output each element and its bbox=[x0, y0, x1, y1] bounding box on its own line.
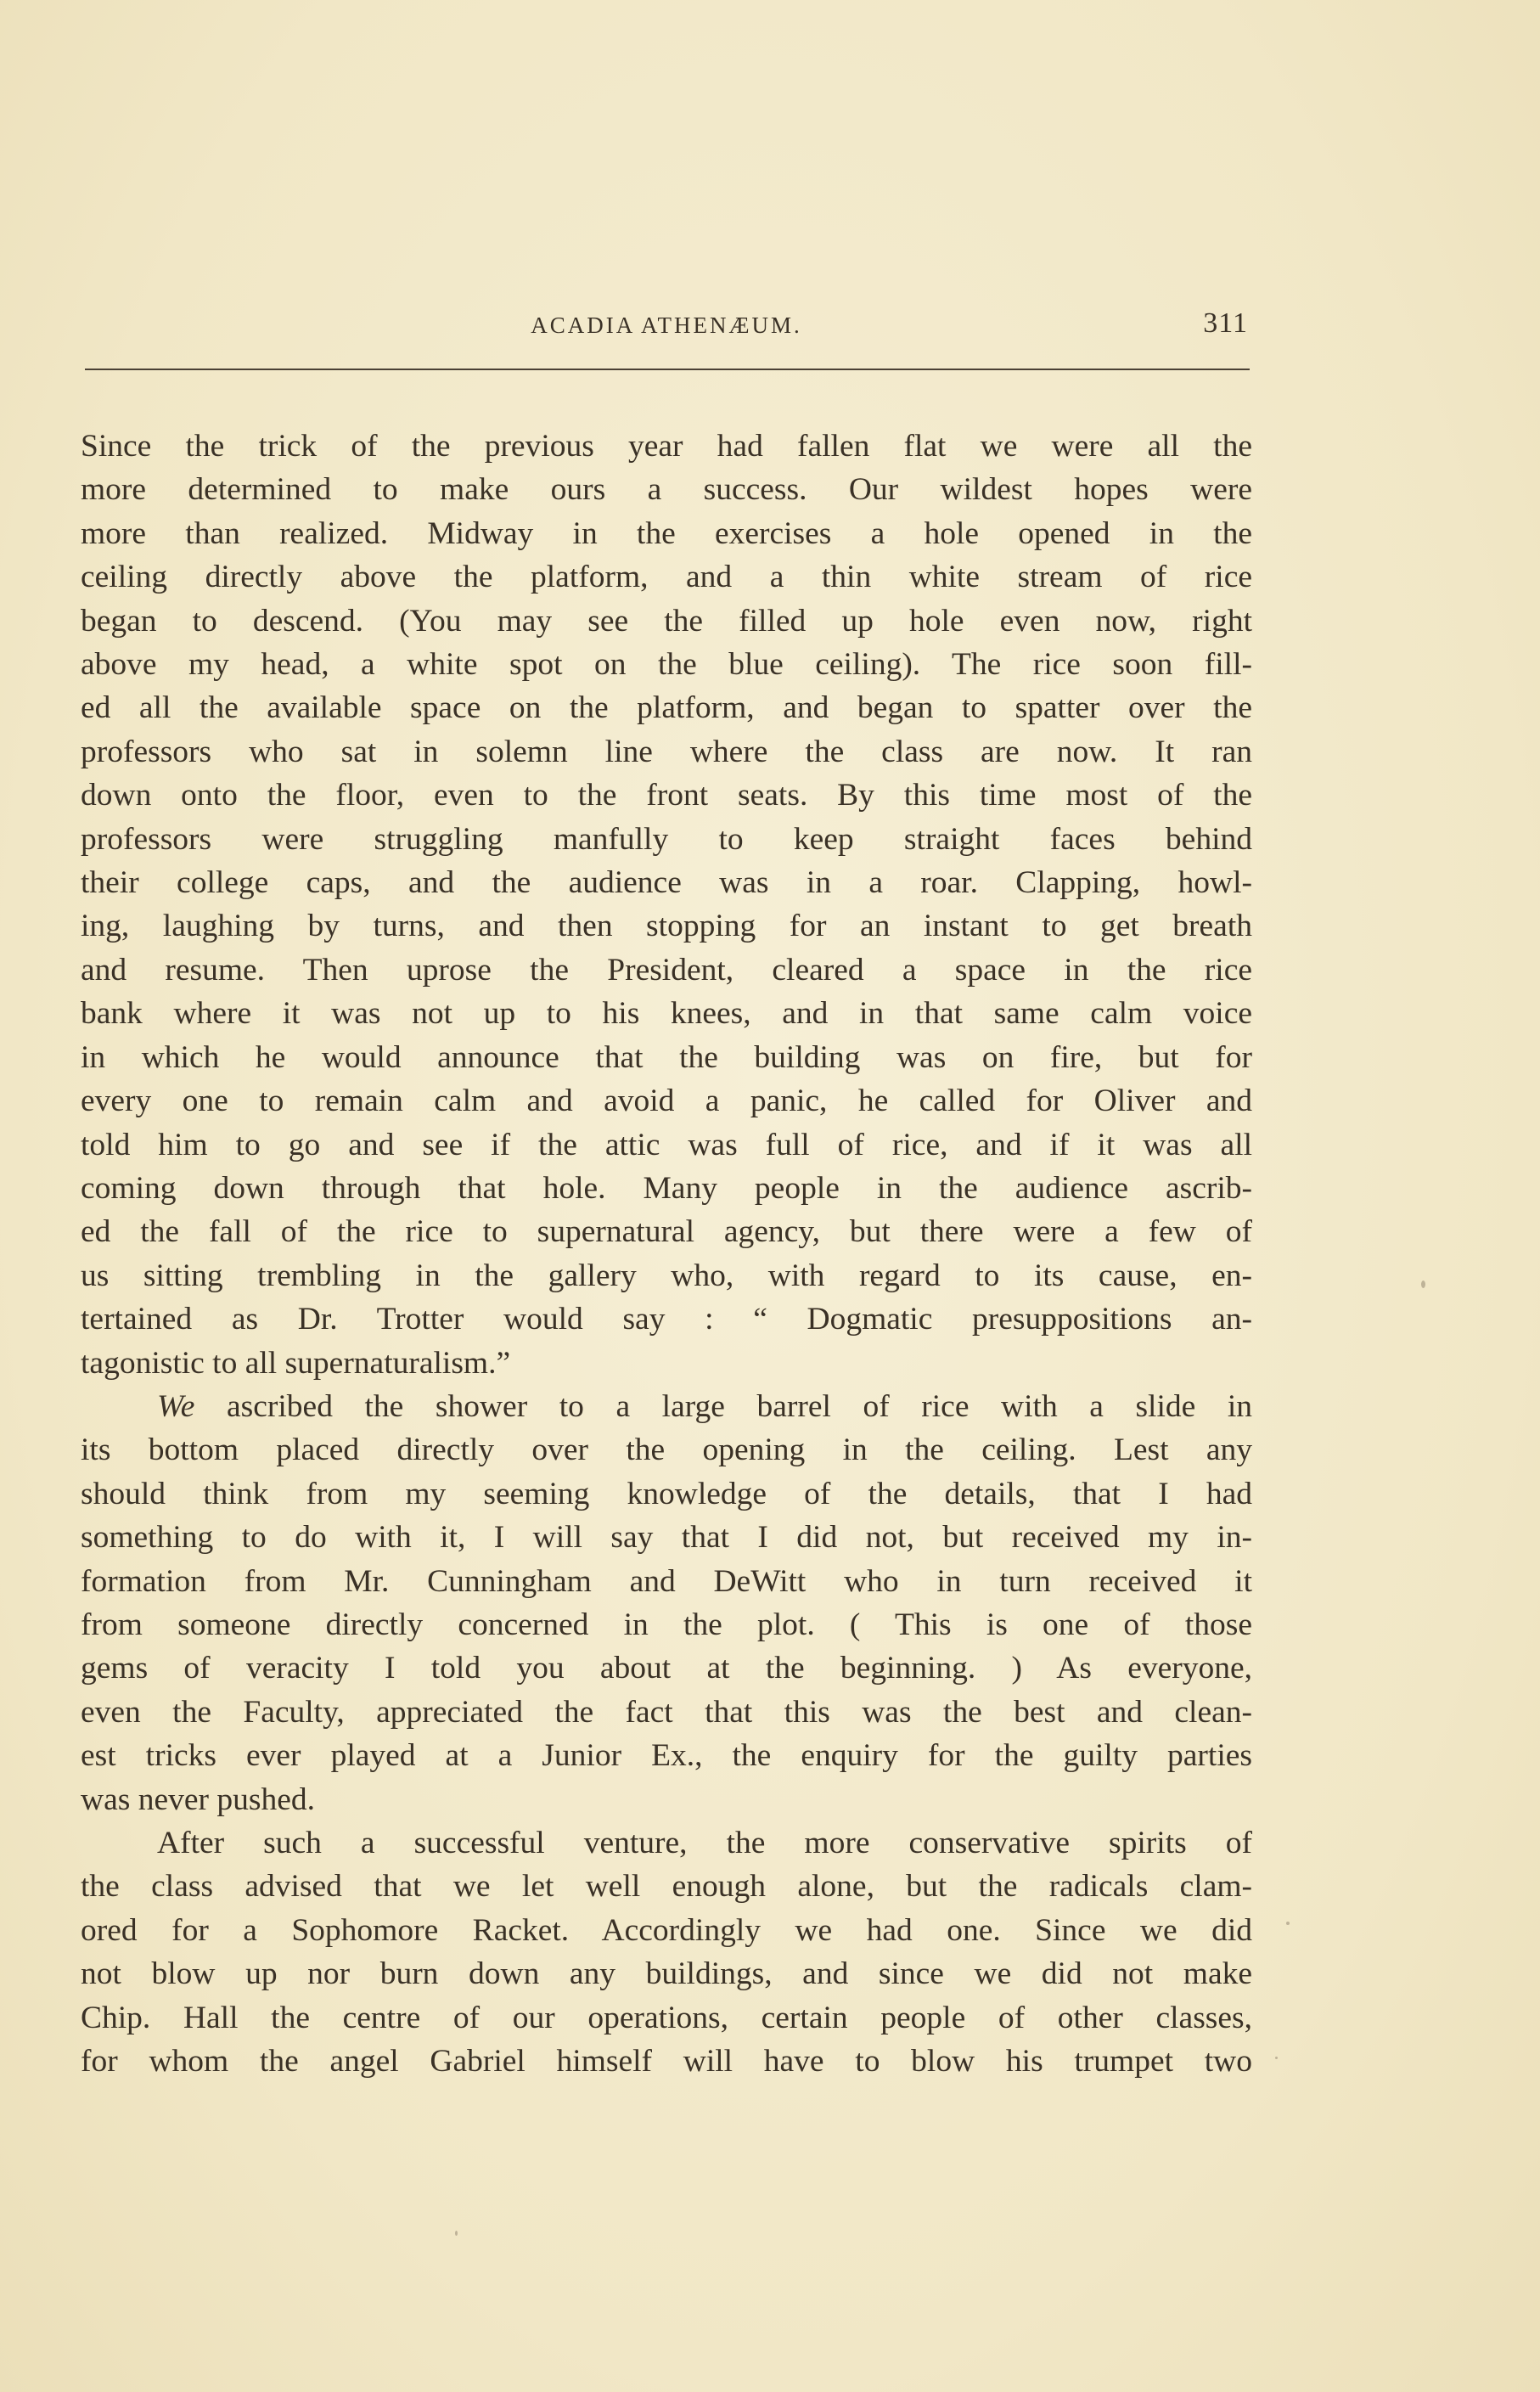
paper-speck bbox=[455, 2231, 458, 2236]
text-line: its bottom placed directly over the opening in the ceiling. Lest any bbox=[81, 1432, 1252, 1468]
text-line: ceiling directly above the platform, and a thin white stream of rice bbox=[81, 560, 1252, 595]
text-line: in which he would announce that the building was on fire, but for bbox=[81, 1039, 1252, 1075]
paragraph-2 bbox=[81, 1385, 1252, 1821]
text-line: formation from Mr. Cunningham and DeWitt who in turn received it bbox=[81, 1563, 1252, 1599]
text-line: was never pushed. bbox=[81, 1781, 315, 1817]
text-line: from someone directly concerned in the plot. ( This is one of those bbox=[81, 1607, 1252, 1642]
text-line: tagonistic to all supernaturalism.” bbox=[81, 1345, 511, 1381]
paragraph-3 bbox=[81, 1821, 1252, 2083]
text-line: down onto the floor, even to the front seats. By this time most of the bbox=[81, 778, 1252, 813]
text-line: not blow up nor burn down any buildings, and since we did not make bbox=[81, 1956, 1252, 1992]
text-line: began to descend. (You may see the filled up hole even now, right bbox=[81, 603, 1252, 639]
running-title: ACADIA ATHENÆUM. bbox=[531, 312, 802, 338]
text-line: After such a successful venture, the more conservative spirits of bbox=[157, 1826, 1252, 1860]
paper-speck bbox=[1286, 1922, 1290, 1925]
text-line: more than realized. Midway in the exercises a hole opened in the bbox=[81, 515, 1252, 551]
text-line: ed all the available space on the platform, and began to spatter over the bbox=[81, 690, 1252, 726]
text-line: every one to remain calm and avoid a panic, he called for Oliver and bbox=[81, 1083, 1252, 1119]
text-line: Since the trick of the previous year had fallen flat we were all the bbox=[81, 429, 1252, 464]
text-line: bank where it was not up to his knees, and in that same calm voice bbox=[81, 996, 1252, 1032]
text-line: ed the fall of the rice to supernatural agency, but there were a few of bbox=[81, 1214, 1252, 1250]
text-line: should think from my seeming knowledge of the details, that I had bbox=[81, 1476, 1252, 1511]
paragraph-1 bbox=[81, 425, 1252, 1385]
text-line: est tricks ever played at a Junior Ex., the enquiry for the guilty parties bbox=[81, 1738, 1252, 1774]
text-line: professors who sat in solemn line where the class are now. It ran bbox=[81, 734, 1252, 769]
text-line: above my head, a white spot on the blue ceiling). The rice soon fill- bbox=[81, 647, 1252, 683]
text-line: even the Faculty, appreciated the fact that this was the best and clean- bbox=[81, 1694, 1252, 1730]
text-line: and resume. Then uprose the President, cleared a space in the rice bbox=[81, 952, 1252, 988]
text-line: tertained as Dr. Trotter would say : “ Dogmatic presuppositions an- bbox=[81, 1302, 1252, 1337]
text-fragment: ascribed the shower to a large barrel of rice with a slide in bbox=[227, 1388, 1252, 1424]
text-line bbox=[81, 1385, 1252, 1428]
body-text bbox=[81, 425, 1252, 2083]
text-line: ing, laughing by turns, and then stopping for an instant to get breath bbox=[81, 909, 1252, 944]
paper-speck bbox=[1275, 2057, 1278, 2059]
page-number: 311 bbox=[1203, 307, 1248, 339]
header-rule bbox=[85, 369, 1250, 370]
italic-word: We bbox=[157, 1388, 195, 1424]
text-line: coming down through that hole. Many people in the audience ascrib- bbox=[81, 1170, 1252, 1206]
text-line: us sitting trembling in the gallery who, with regard to its cause, en- bbox=[81, 1258, 1252, 1293]
running-head bbox=[85, 307, 1248, 350]
text-line: something to do with it, I will say that I did not, but received my in- bbox=[81, 1520, 1252, 1556]
text-line: gems of veracity I told you about at the beginning. ) As everyone, bbox=[81, 1651, 1252, 1686]
text-line: Chip. Hall the centre of our operations, certain people of other classes, bbox=[81, 2000, 1252, 2035]
text-line: told him to go and see if the attic was full of rice, and if it was all bbox=[81, 1127, 1252, 1162]
text-line: for whom the angel Gabriel himself will have to blow his trumpet two bbox=[81, 2044, 1252, 2080]
text-line: the class advised that we let well enough alone, but the radicals clam- bbox=[81, 1869, 1252, 1905]
paper-speck bbox=[1421, 1280, 1425, 1288]
text-line: their college caps, and the audience was in a roar. Clapping, howl- bbox=[81, 865, 1252, 901]
text-line: ored for a Sophomore Racket. Accordingly we had one. Since we did bbox=[81, 1912, 1252, 1948]
text-line: professors were struggling manfully to keep straight faces behind bbox=[81, 821, 1252, 857]
text-line: more determined to make ours a success. Our wildest hopes were bbox=[81, 472, 1252, 508]
